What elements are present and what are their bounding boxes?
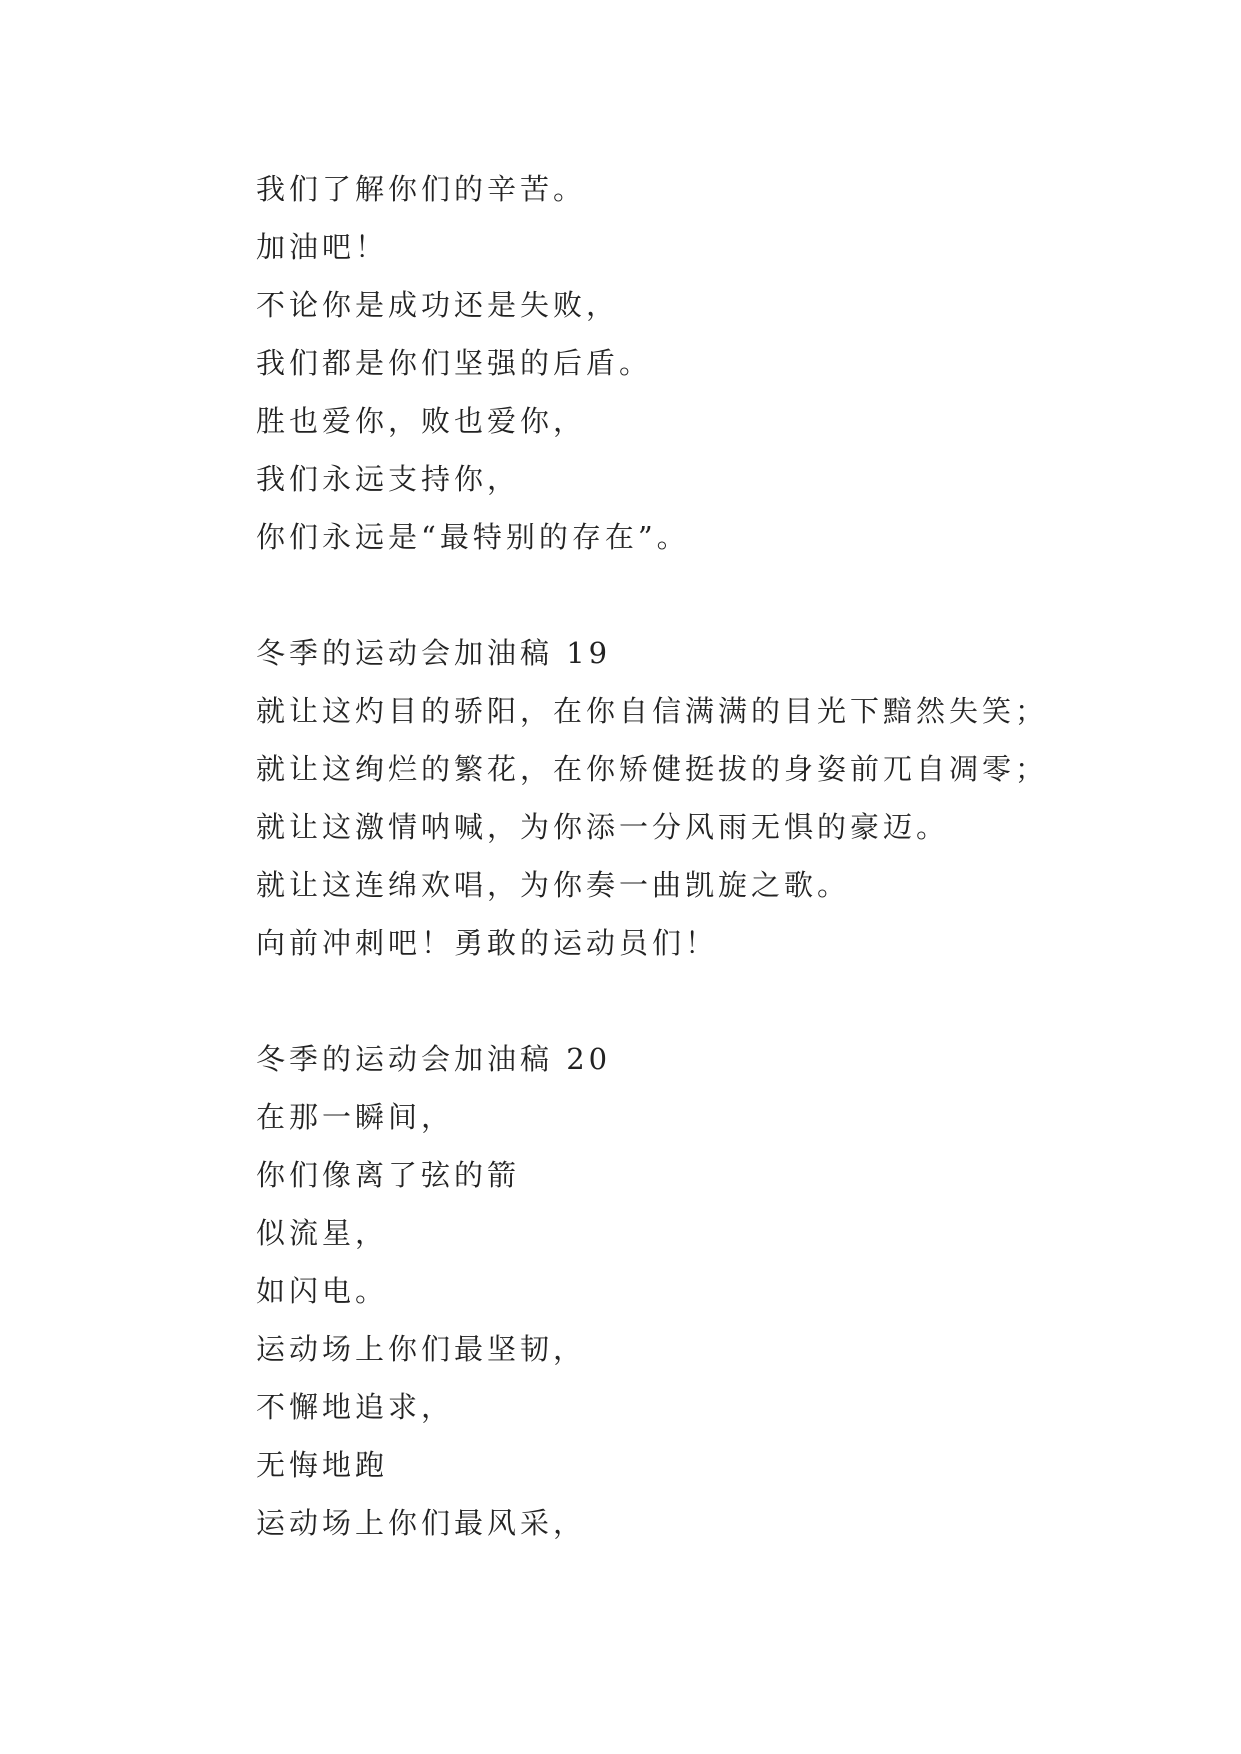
text-line: 你们永远是“最特别的存在”。 <box>256 520 690 554</box>
text-line: 我们永远支持你， <box>256 462 521 496</box>
text-line: 胜也爱你，败也爱你， <box>256 404 587 438</box>
section-b <box>256 624 1156 972</box>
text-line: 无悔地跑 <box>256 1448 389 1482</box>
text-line: 运动场上你们最坚韧， <box>256 1332 587 1366</box>
text-line: 加油吧！ <box>256 230 389 264</box>
document-body <box>256 160 1156 1552</box>
section-title: 冬季的运动会加油稿 20 <box>256 1042 612 1076</box>
section-a <box>256 160 1156 566</box>
paragraph-gap <box>256 972 1156 1030</box>
text-line: 我们都是你们坚强的后盾。 <box>256 346 653 380</box>
text-line: 就让这连绵欢唱，为你奏一曲凯旋之歌。 <box>256 868 851 902</box>
paragraph-gap <box>256 566 1156 624</box>
text-line: 似流星， <box>256 1216 389 1250</box>
text-line: 向前冲刺吧！勇敢的运动员们！ <box>256 926 719 960</box>
text-line: 如闪电。 <box>256 1274 389 1308</box>
text-line: 运动场上你们最风采， <box>256 1506 587 1540</box>
section-title: 冬季的运动会加油稿 19 <box>256 636 612 670</box>
text-line: 你们像离了弦的箭 <box>256 1158 521 1192</box>
text-line: 不论你是成功还是失败， <box>256 288 620 322</box>
text-line: 就让这灼目的骄阳，在你自信满满的目光下黯然失笑； <box>256 694 1049 728</box>
text-line: 我们了解你们的辛苦。 <box>256 172 587 206</box>
text-line: 就让这激情呐喊，为你添一分风雨无惧的豪迈。 <box>256 810 950 844</box>
text-line: 不懈地追求， <box>256 1390 455 1424</box>
text-line: 在那一瞬间， <box>256 1100 455 1134</box>
text-line: 就让这绚烂的繁花，在你矫健挺拔的身姿前兀自凋零； <box>256 752 1049 786</box>
section-c <box>256 1030 1156 1552</box>
